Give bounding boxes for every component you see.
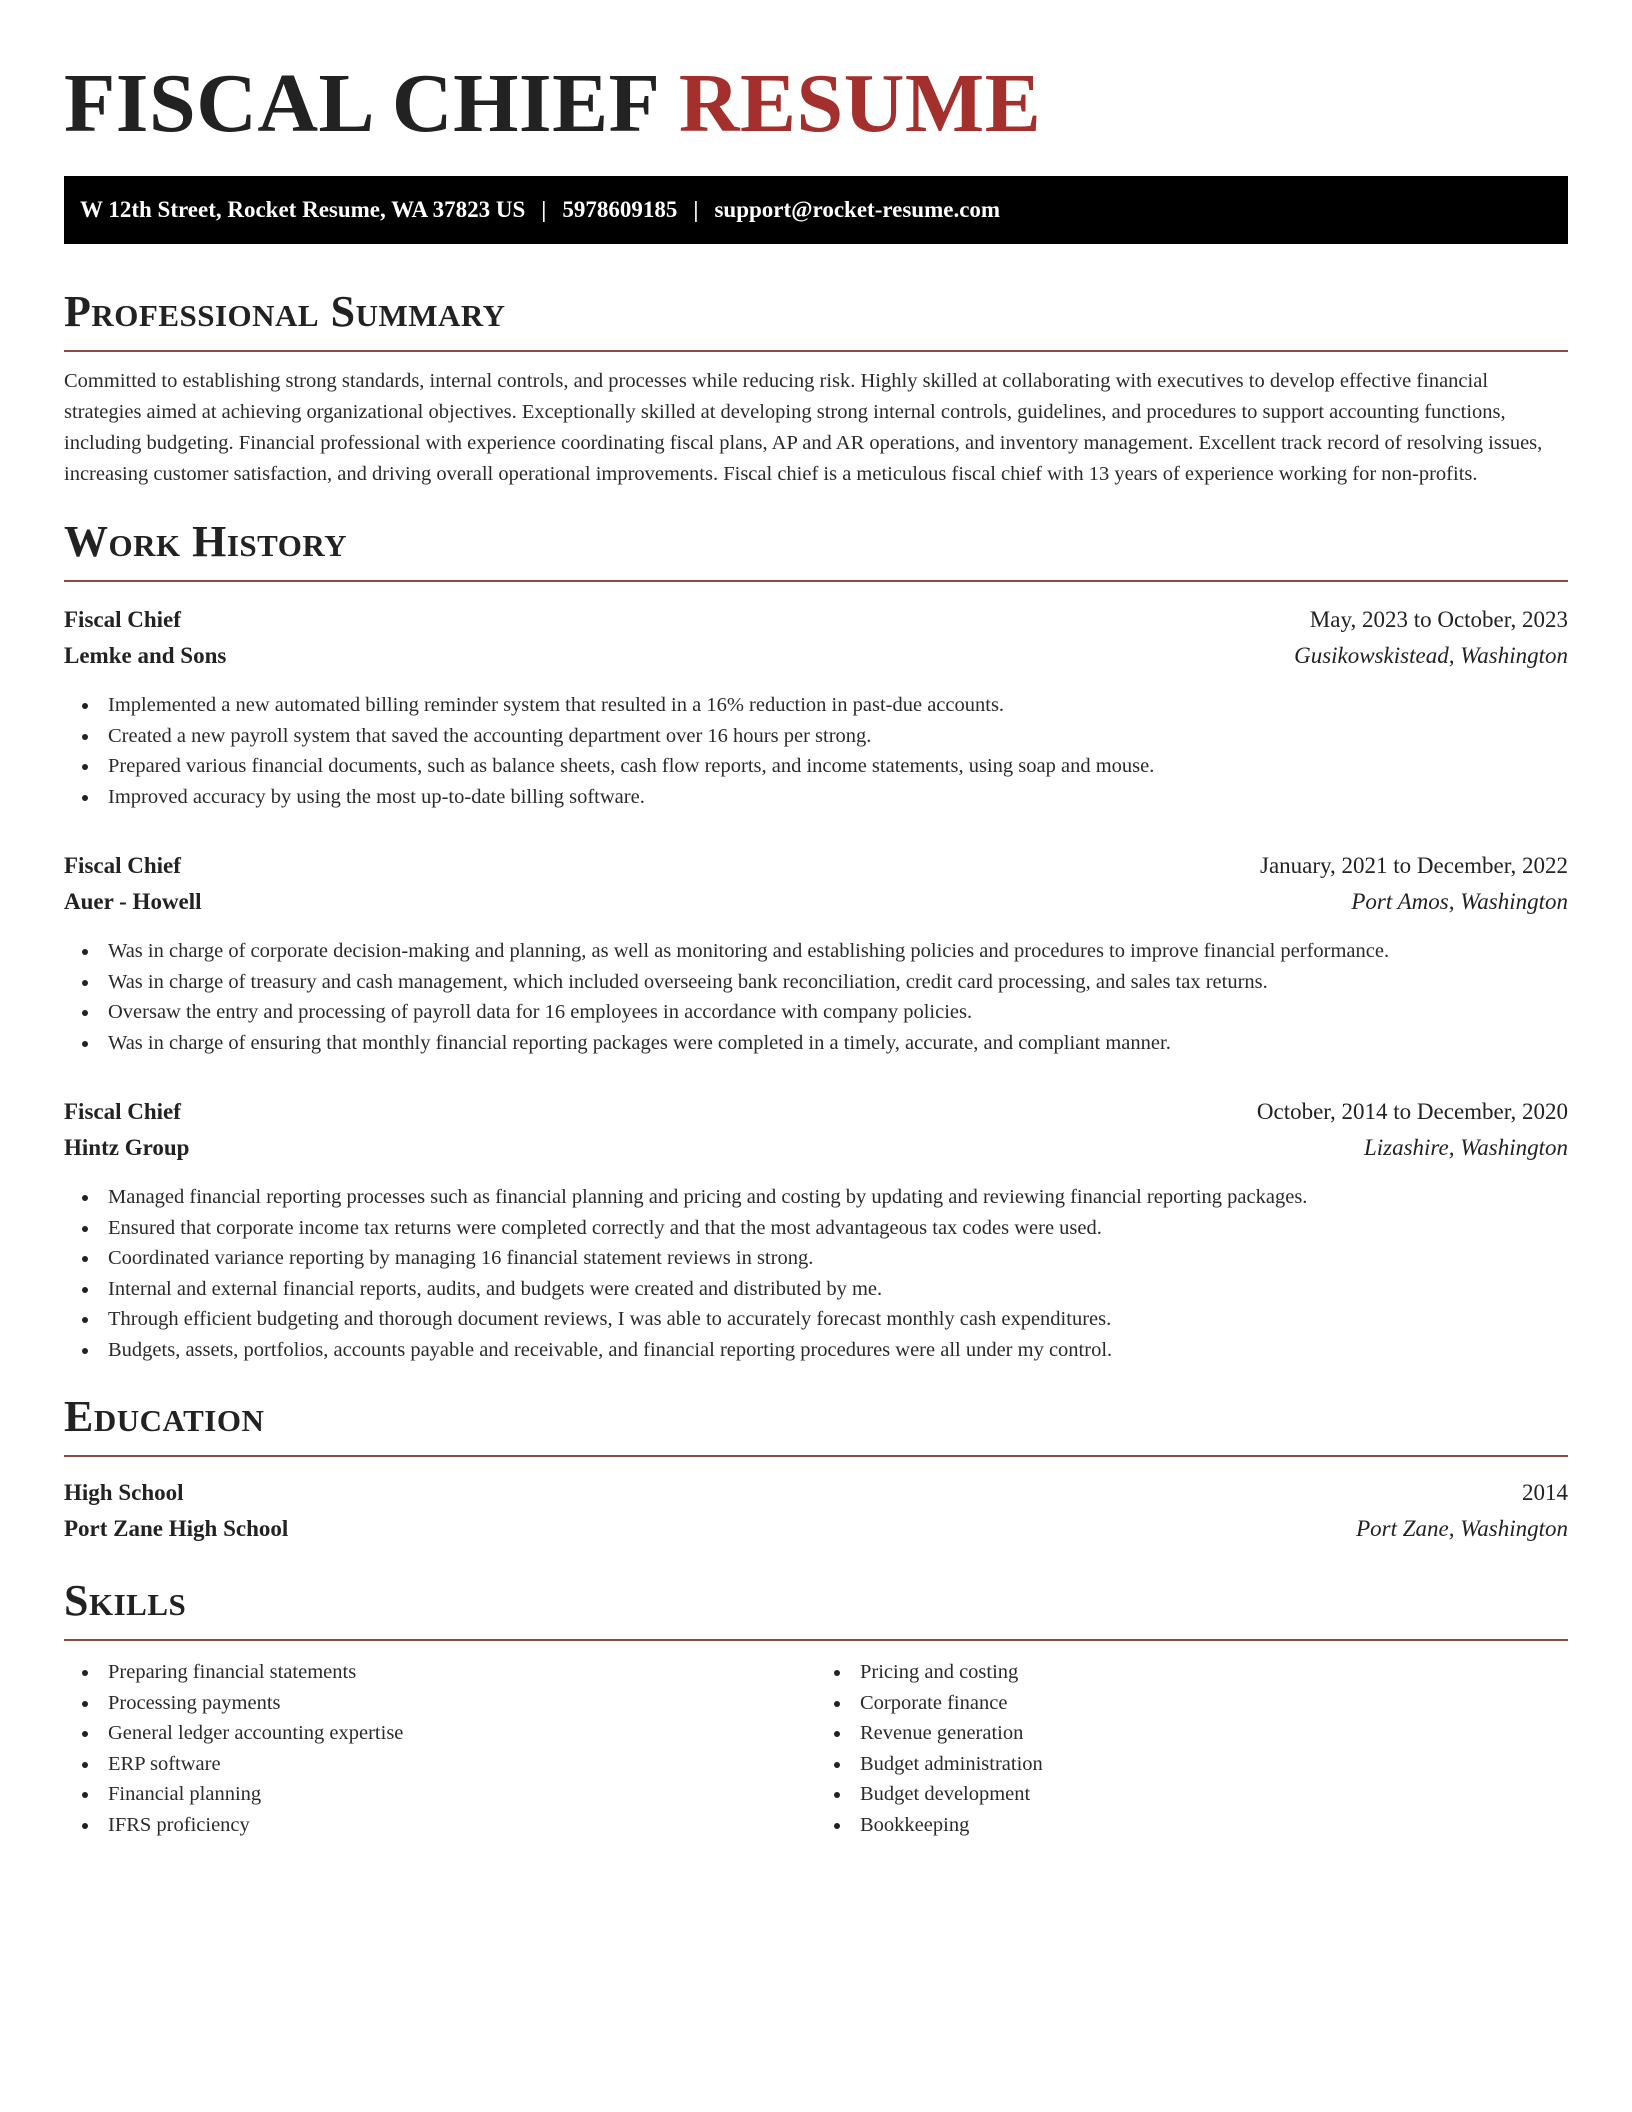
job-bullets <box>64 1182 1568 1365</box>
contact-email[interactable]: support@rocket-resume.com <box>714 197 1001 222</box>
education-degree-row <box>64 1475 1568 1511</box>
section-divider <box>64 1455 1568 1457</box>
skill-item: Financial planning <box>64 1779 816 1810</box>
job-title: Fiscal Chief <box>64 1099 181 1124</box>
list-item: Improved accuracy by using the most up-to-date billing software. <box>64 782 1568 813</box>
skill-item: General ledger accounting expertise <box>64 1718 816 1749</box>
job-dates: May, 2023 to October, 2023 <box>1309 607 1568 632</box>
section-divider <box>64 350 1568 352</box>
job-header-row <box>64 848 1568 884</box>
list-item: Implemented a new automated billing reminder system that resulted in a 16% reduction in past-due accounts. <box>64 690 1568 721</box>
skills-heading: Skills <box>64 1576 187 1625</box>
job-company-row <box>64 884 1568 920</box>
job-location: Lizashire, Washington <box>1363 1135 1568 1160</box>
job-company-row <box>64 1130 1568 1166</box>
list-item: Managed financial reporting processes such as financial planning and pricing and costing by updating and reviewing financial reporting packages. <box>64 1182 1568 1213</box>
work-history-section <box>64 516 1568 1365</box>
job-header-row <box>64 602 1568 638</box>
skills-list <box>64 1657 816 1840</box>
list-item: Coordinated variance reporting by managing 16 financial statement reviews in strong. <box>64 1243 1568 1274</box>
summary-section <box>64 286 1568 490</box>
job-entry <box>64 602 1568 812</box>
education-entry <box>64 1475 1568 1547</box>
skills-section <box>64 1575 1568 1840</box>
contact-separator: | <box>693 197 699 222</box>
resume-title <box>64 0 1568 152</box>
list-item: Was in charge of treasury and cash management, which included overseeing bank reconciliation, credit card processing, and sales tax returns. <box>64 967 1568 998</box>
job-company: Lemke and Sons <box>64 643 227 668</box>
job-company: Auer - Howell <box>64 889 202 914</box>
job-dates: January, 2021 to December, 2022 <box>1260 853 1568 878</box>
skills-list <box>816 1657 1568 1840</box>
list-item: Internal and external financial reports, audits, and budgets were created and distributed by me. <box>64 1274 1568 1305</box>
contact-address: W 12th Street, Rocket Resume, WA 37823 US <box>80 197 526 222</box>
education-heading: Education <box>64 1392 265 1441</box>
education-section <box>64 1391 1568 1547</box>
skill-item: Bookkeeping <box>816 1810 1568 1841</box>
list-item: Ensured that corporate income tax returns were completed correctly and that the most advantageous tax codes were used. <box>64 1213 1568 1244</box>
skill-item: Processing payments <box>64 1688 816 1719</box>
job-bullets <box>64 690 1568 812</box>
skills-column-left <box>64 1657 816 1840</box>
skill-item: Budget development <box>816 1779 1568 1810</box>
list-item: Budgets, assets, portfolios, accounts payable and receivable, and financial reporting procedures were all under my control. <box>64 1335 1568 1366</box>
job-header-row <box>64 1094 1568 1130</box>
skills-column-right <box>816 1657 1568 1840</box>
job-location: Port Amos, Washington <box>1351 889 1568 914</box>
job-company: Hintz Group <box>64 1135 190 1160</box>
skill-item: ERP software <box>64 1749 816 1780</box>
list-item: Through efficient budgeting and thorough document reviews, I was able to accurately forecast monthly cash expenditures. <box>64 1304 1568 1335</box>
list-item: Was in charge of corporate decision-making and planning, as well as monitoring and establishing policies and procedures to improve financial performance. <box>64 936 1568 967</box>
education-school: Port Zane High School <box>64 1516 289 1541</box>
skills-columns <box>64 1657 1568 1840</box>
section-divider <box>64 1639 1568 1641</box>
section-divider <box>64 580 1568 582</box>
job-bullets <box>64 936 1568 1058</box>
job-title: Fiscal Chief <box>64 853 181 878</box>
contact-phone: 5978609185 <box>562 197 678 222</box>
summary-heading: Professional Summary <box>64 287 506 336</box>
job-entry <box>64 848 1568 1058</box>
list-item: Created a new payroll system that saved the accounting department over 16 hours per strong. <box>64 721 1568 752</box>
education-year: 2014 <box>1522 1480 1568 1505</box>
education-location: Port Zane, Washington <box>1356 1516 1568 1541</box>
title-first: FISCAL CHIEF <box>64 57 658 150</box>
skill-item: Pricing and costing <box>816 1657 1568 1688</box>
title-accent: RESUME <box>678 57 1042 150</box>
contact-bar <box>64 176 1568 244</box>
contact-separator: | <box>541 197 547 222</box>
summary-text: Committed to establishing strong standards, internal controls, and processes while reducing risk. Highly skilled at collaborating with executives to develop effective financial strategies aimed at achieving organizational objectives. Exceptionally skilled at developing strong internal controls, guidelines, and procedures to support accounting functions, including budgeting. Financial professional with experience coordinating fiscal plans, AP and AR operations, and inventory management. Excellent track record of resolving issues, increasing customer satisfaction, and driving overall operational improvements. Fiscal chief is a meticulous fiscal chief with 13 years of experience working for non-profits. <box>64 370 1543 485</box>
skill-item: Revenue generation <box>816 1718 1568 1749</box>
skill-item: Preparing financial statements <box>64 1657 816 1688</box>
skill-item: IFRS proficiency <box>64 1810 816 1841</box>
job-location: Gusikowskistead, Washington <box>1294 643 1568 668</box>
work-history-heading: Work History <box>64 517 348 566</box>
education-degree: High School <box>64 1480 184 1505</box>
list-item: Was in charge of ensuring that monthly financial reporting packages were completed in a timely, accurate, and compliant manner. <box>64 1028 1568 1059</box>
skill-item: Corporate finance <box>816 1688 1568 1719</box>
skill-item: Budget administration <box>816 1749 1568 1780</box>
job-dates: October, 2014 to December, 2020 <box>1256 1099 1568 1124</box>
job-entry <box>64 1094 1568 1365</box>
education-school-row <box>64 1511 1568 1547</box>
list-item: Prepared various financial documents, such as balance sheets, cash flow reports, and income statements, using soap and mouse. <box>64 751 1568 782</box>
job-title: Fiscal Chief <box>64 607 181 632</box>
list-item: Oversaw the entry and processing of payroll data for 16 employees in accordance with company policies. <box>64 997 1568 1028</box>
job-company-row <box>64 638 1568 674</box>
